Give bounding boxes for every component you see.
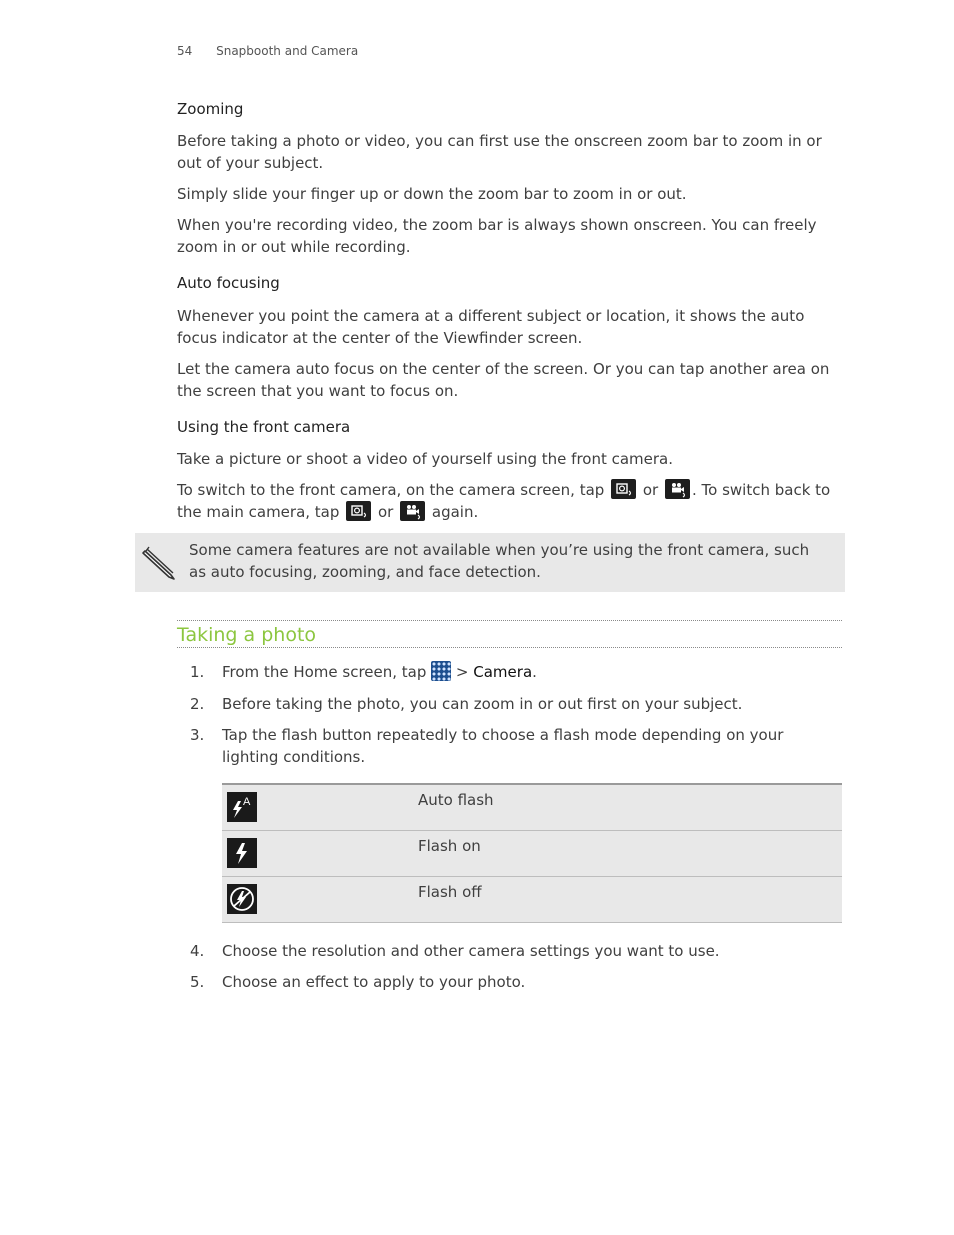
camera-switch-photo-icon [611,479,636,499]
section-rule-bottom [177,647,842,648]
or-text-1: or [642,481,659,499]
list-item [190,971,842,993]
flash-mode-label: Auto flash [418,791,494,809]
step-text: Choose the resolution and other camera settings you want to use. [222,942,720,960]
front-camera-text-b: . To switch back to the main camera, tap [177,481,831,521]
front-camera-paragraph-1: Take a picture or shoot a video of yourself using the front camera. [177,450,674,468]
step-number: 3. [190,726,205,744]
camera-label: Camera [473,663,533,681]
front-camera-text-a: To switch to the front camera, on the camera screen, tap [177,481,605,499]
camera-switch-video-icon [665,479,690,499]
front-camera-paragraph-2 [177,479,847,523]
flash-mode-label: Flash off [418,883,482,901]
zooming-paragraph-2: Simply slide your finger up or down the zoom bar to zoom in or out. [177,185,687,203]
zooming-paragraph-1: Before taking a photo or video, you can first use the onscreen zoom bar to zoom in or out of your subject. [177,132,822,172]
camera-switch-photo-icon-2 [346,501,371,521]
list-item [190,724,842,768]
autofocus-heading: Auto focusing [177,274,280,292]
list-item [190,693,842,715]
section-title: Taking a photo [177,624,317,646]
zooming-paragraph-3: When you're recording video, the zoom bar is always shown onscreen. You can freely zoom in or out while recording. [177,216,817,256]
flash-off-icon [227,884,257,914]
step-text [222,661,842,683]
flash-auto-letter: A [243,796,251,808]
pencil-icon [141,543,181,587]
step-number: 5. [190,973,205,991]
page-number: 54 [177,44,193,58]
step-1-period: . [532,663,537,681]
all-apps-icon [431,661,451,681]
camera-switch-video-icon-2 [400,501,425,521]
flash-mode-label: Flash on [418,837,481,855]
section-rule-top [177,620,842,621]
step-number: 2. [190,695,205,713]
step-number: 4. [190,942,205,960]
table-row [222,831,842,877]
chapter-title: Snapbooth and Camera [216,44,359,58]
page-header [177,44,358,58]
front-camera-heading: Using the front camera [177,418,351,436]
autofocus-paragraph-2: Let the camera auto focus on the center of the screen. Or you can tap another area on the screen that you want to focus on. [177,360,830,400]
step-number: 1. [190,663,205,681]
flash-auto-icon [227,792,257,822]
or-text-2: or [377,503,394,521]
note-box [135,533,845,592]
zooming-heading: Zooming [177,100,244,118]
list-item [190,940,842,962]
list-item [190,661,842,683]
autofocus-paragraph-1: Whenever you point the camera at a different subject or location, it shows the auto focus indicator at the center of the Viewfinder screen. [177,307,805,347]
step-1-separator: > [451,663,474,681]
step-text: Choose an effect to apply to your photo. [222,973,526,991]
step-text: Before taking the photo, you can zoom in or out first on your subject. [222,695,743,713]
table-row [222,785,842,831]
front-camera-text-c: again. [431,503,479,521]
flash-on-icon [227,838,257,868]
table-row [222,877,842,923]
flash-mode-table [222,783,842,923]
step-text: Tap the flash button repeatedly to choose a flash mode depending on your lighting conditions. [222,726,784,766]
step-1-text: From the Home screen, tap [222,663,427,681]
note-text: Some camera features are not available when you’re using the front camera, such as auto focusing, zooming, and face detection. [189,541,810,581]
